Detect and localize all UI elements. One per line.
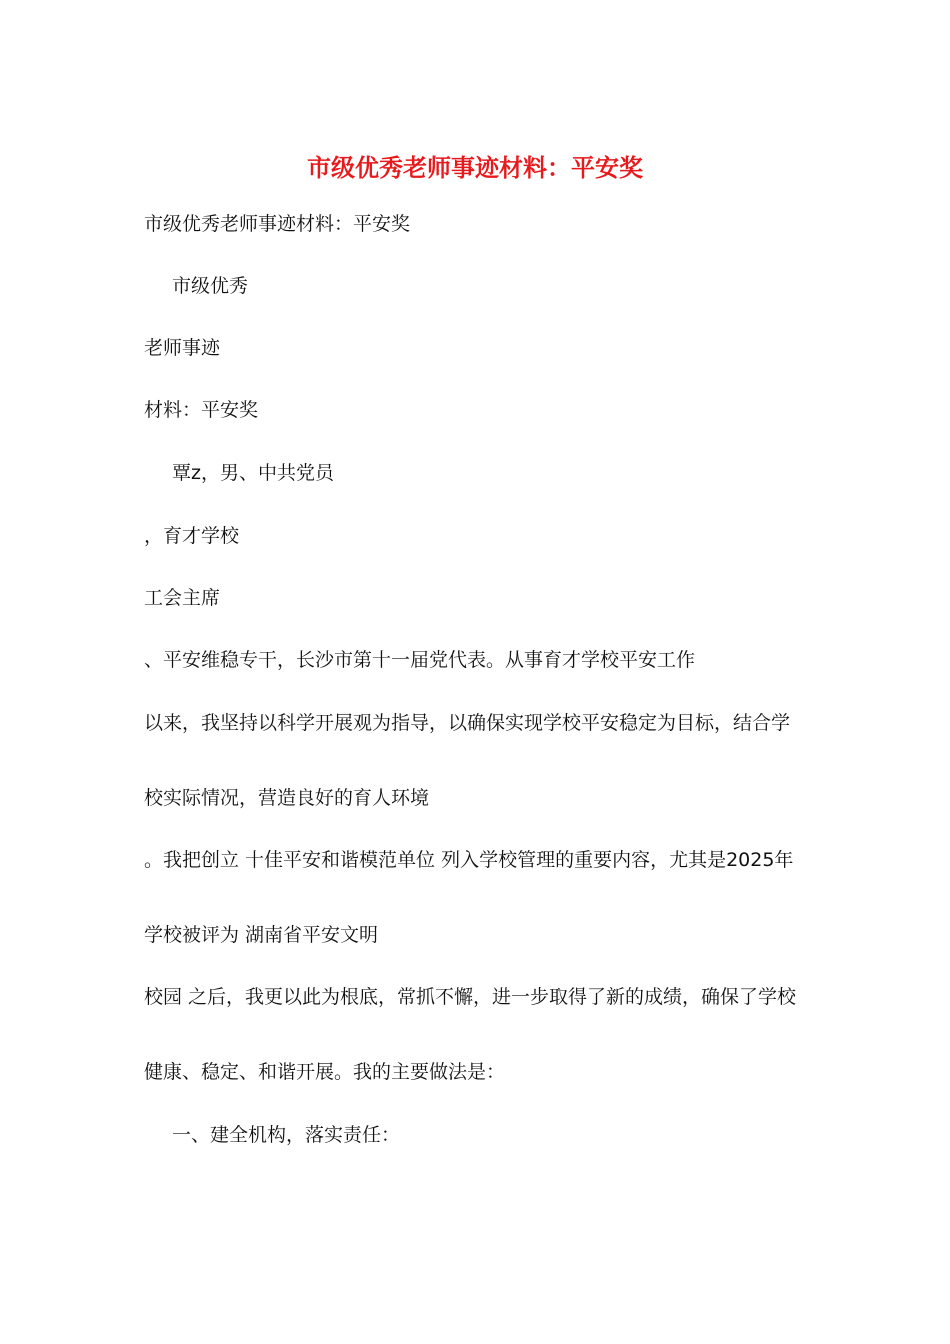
section-heading: 一、建全机构，落实责任： [172,1124,401,1146]
paragraph-line: 老师事迹 [144,337,221,359]
document-title: 市级优秀老师事迹材料：平安奖 [307,153,643,182]
paragraph-line: 覃z，男、中共党员 [172,462,334,484]
paragraph-line: ，育才学校 [144,525,240,547]
paragraph-line: 。我把创立 十佳平安和谐模范单位 列入学校管理的重要内容，尤其是2025年 [144,849,794,871]
paragraph-line: 健康、稳定、和谐开展。我的主要做法是： [144,1061,506,1083]
paragraph-line: 、平安维稳专干，长沙市第十一届党代表。从事育才学校平安工作 [144,649,696,671]
paragraph-line: 以来，我坚持以科学开展观为指导，以确保实现学校平安稳定为目标，结合学 [144,712,791,734]
paragraph-line: 材料：平安奖 [144,399,259,421]
paragraph-line: 校实际情况，营造良好的育人环境 [144,787,430,809]
paragraph-line: 市级优秀 [172,275,249,297]
paragraph-line: 市级优秀老师事迹材料：平安奖 [144,213,411,235]
paragraph-line: 校园 之后，我更以此为根底，常抓不懈，进一步取得了新的成绩，确保了学校 [144,986,797,1008]
paragraph-line: 学校被评为 湖南省平安文明 [144,924,379,946]
paragraph-line: 工会主席 [144,587,221,609]
